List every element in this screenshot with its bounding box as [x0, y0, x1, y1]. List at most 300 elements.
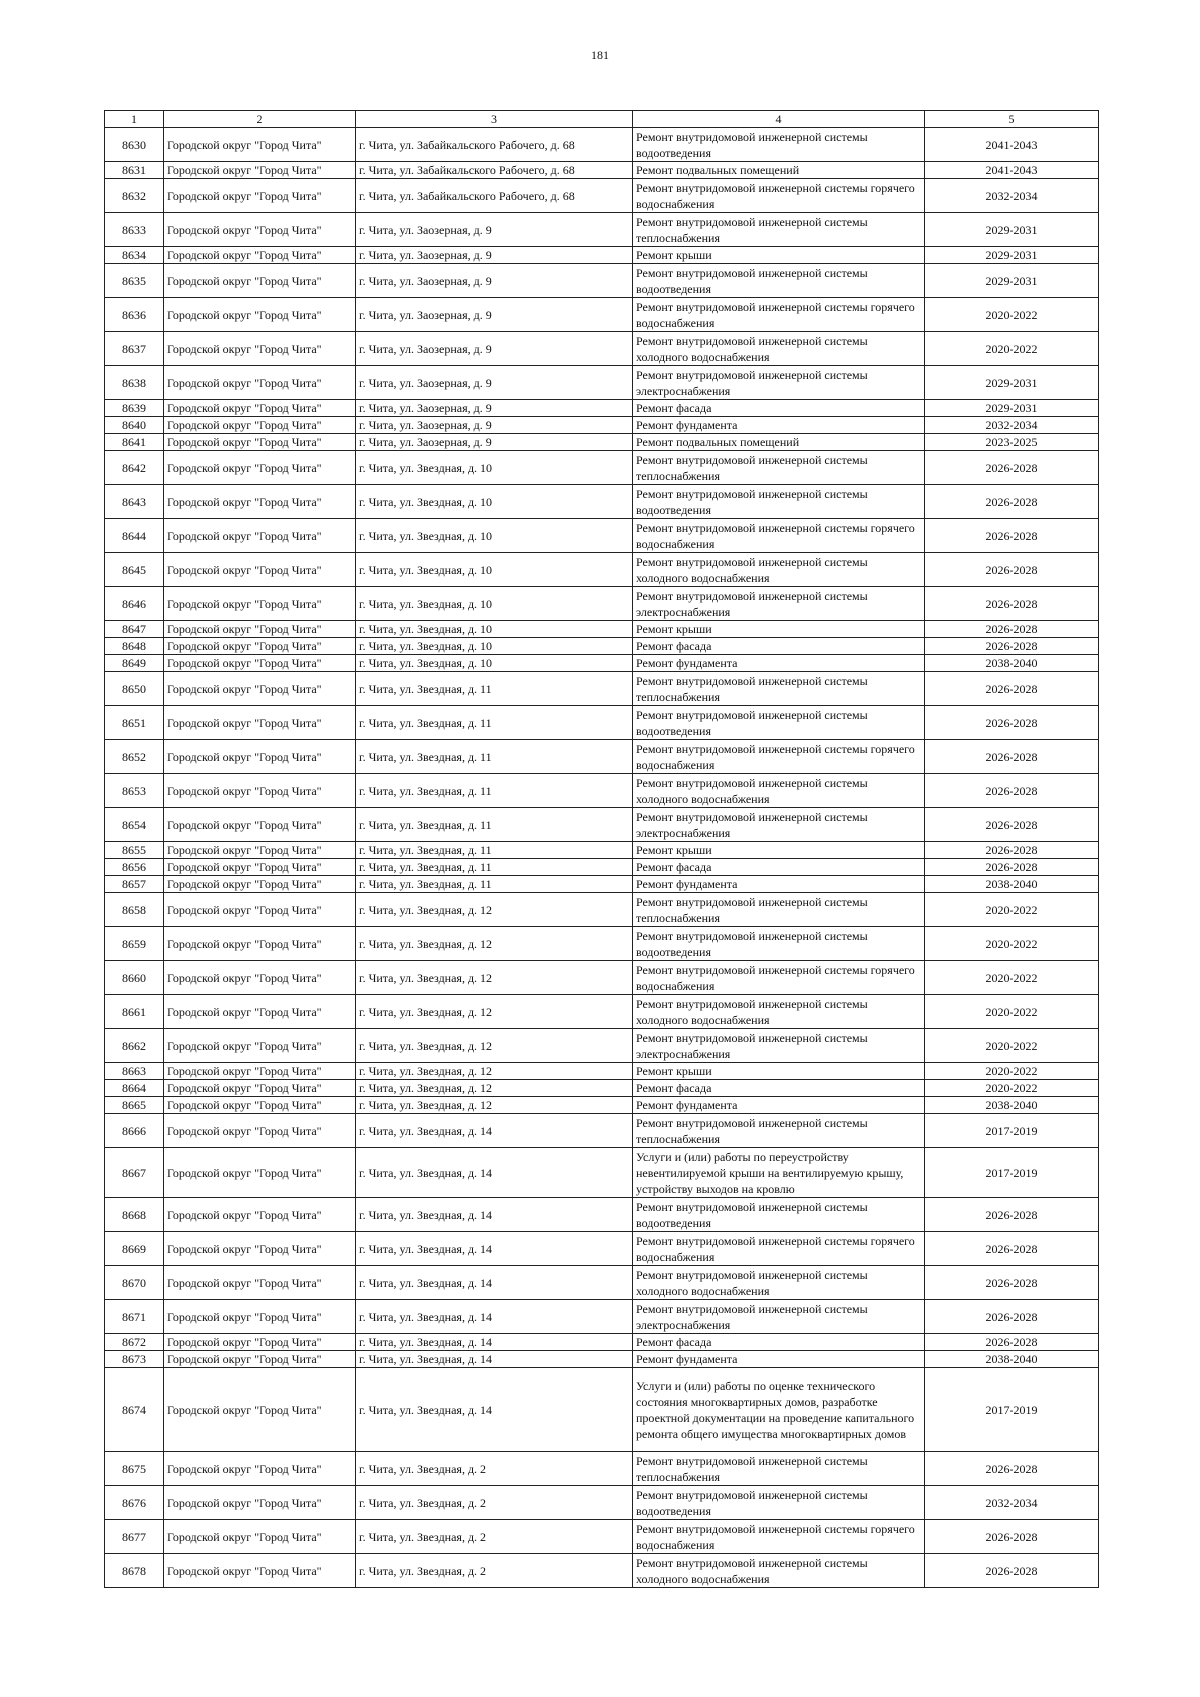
- table-row: [105, 298, 1099, 332]
- municipality-cell: Городской округ "Город Чита": [164, 553, 356, 587]
- period-cell: 2032-2034: [925, 179, 1099, 213]
- municipality-cell: Городской округ "Город Чита": [164, 1334, 356, 1351]
- period-cell: 2041-2043: [925, 128, 1099, 162]
- row-number-cell: 8668: [105, 1198, 164, 1232]
- period-cell: 2020-2022: [925, 927, 1099, 961]
- address-cell: г. Чита, ул. Звездная, д. 12: [356, 961, 633, 995]
- municipality-cell: Городской округ "Город Чита": [164, 655, 356, 672]
- municipality-cell: Городской округ "Город Чита": [164, 247, 356, 264]
- table-row: [105, 655, 1099, 672]
- table-row: [105, 808, 1099, 842]
- column-number-row: [105, 111, 1099, 128]
- table-row: [105, 1114, 1099, 1148]
- work-type-cell: Ремонт фасада: [633, 400, 925, 417]
- table-row: [105, 672, 1099, 706]
- municipality-cell: Городской округ "Город Чита": [164, 859, 356, 876]
- period-cell: 2020-2022: [925, 298, 1099, 332]
- period-cell: 2026-2028: [925, 1300, 1099, 1334]
- row-number-cell: 8670: [105, 1266, 164, 1300]
- row-number-cell: 8677: [105, 1520, 164, 1554]
- municipality-cell: Городской округ "Город Чита": [164, 1097, 356, 1114]
- municipality-cell: Городской округ "Город Чита": [164, 774, 356, 808]
- table-row: [105, 451, 1099, 485]
- row-number-cell: 8660: [105, 961, 164, 995]
- work-type-cell: Ремонт внутридомовой инженерной системы водоотведения: [633, 128, 925, 162]
- work-type-cell: Ремонт фундамента: [633, 876, 925, 893]
- municipality-cell: Городской округ "Город Чита": [164, 162, 356, 179]
- municipality-cell: Городской округ "Город Чита": [164, 1452, 356, 1486]
- address-cell: г. Чита, ул. Заозерная, д. 9: [356, 332, 633, 366]
- municipality-cell: Городской округ "Город Чита": [164, 298, 356, 332]
- work-type-cell: Ремонт внутридомовой инженерной системы теплоснабжения: [633, 1114, 925, 1148]
- address-cell: г. Чита, ул. Звездная, д. 10: [356, 587, 633, 621]
- address-cell: г. Чита, ул. Звездная, д. 2: [356, 1520, 633, 1554]
- table-row: [105, 1334, 1099, 1351]
- row-number-cell: 8661: [105, 995, 164, 1029]
- municipality-cell: Городской округ "Город Чита": [164, 842, 356, 859]
- period-cell: 2026-2028: [925, 842, 1099, 859]
- row-number-cell: 8664: [105, 1080, 164, 1097]
- table-row: [105, 1554, 1099, 1588]
- address-cell: г. Чита, ул. Звездная, д. 11: [356, 672, 633, 706]
- municipality-cell: Городской округ "Город Чита": [164, 808, 356, 842]
- work-type-cell: Ремонт подвальных помещений: [633, 162, 925, 179]
- address-cell: г. Чита, ул. Заозерная, д. 9: [356, 366, 633, 400]
- row-number-cell: 8656: [105, 859, 164, 876]
- work-type-cell: Ремонт внутридомовой инженерной системы холодного водоснабжения: [633, 995, 925, 1029]
- work-type-cell: Ремонт внутридомовой инженерной системы горячего водоснабжения: [633, 298, 925, 332]
- municipality-cell: Городской округ "Город Чита": [164, 1368, 356, 1452]
- row-number-cell: 8637: [105, 332, 164, 366]
- address-cell: г. Чита, ул. Звездная, д. 12: [356, 1063, 633, 1080]
- row-number-cell: 8665: [105, 1097, 164, 1114]
- address-cell: г. Чита, ул. Заозерная, д. 9: [356, 298, 633, 332]
- address-cell: г. Чита, ул. Забайкальского Рабочего, д. 68: [356, 162, 633, 179]
- work-type-cell: Ремонт внутридомовой инженерной системы горячего водоснабжения: [633, 519, 925, 553]
- row-number-cell: 8633: [105, 213, 164, 247]
- municipality-cell: Городской округ "Город Чита": [164, 366, 356, 400]
- row-number-cell: 8644: [105, 519, 164, 553]
- municipality-cell: Городской округ "Город Чита": [164, 1486, 356, 1520]
- work-type-cell: Ремонт внутридомовой инженерной системы теплоснабжения: [633, 451, 925, 485]
- work-type-cell: Ремонт внутридомовой инженерной системы горячего водоснабжения: [633, 740, 925, 774]
- table-row: [105, 842, 1099, 859]
- address-cell: г. Чита, ул. Звездная, д. 10: [356, 638, 633, 655]
- row-number-cell: 8669: [105, 1232, 164, 1266]
- row-number-cell: 8639: [105, 400, 164, 417]
- period-cell: 2026-2028: [925, 587, 1099, 621]
- municipality-cell: Городской округ "Город Чита": [164, 332, 356, 366]
- table-row: [105, 995, 1099, 1029]
- municipality-cell: Городской округ "Город Чита": [164, 417, 356, 434]
- table-row: [105, 1063, 1099, 1080]
- address-cell: г. Чита, ул. Звездная, д. 2: [356, 1452, 633, 1486]
- period-cell: 2038-2040: [925, 876, 1099, 893]
- work-type-cell: Ремонт внутридомовой инженерной системы холодного водоснабжения: [633, 1554, 925, 1588]
- work-type-cell: Ремонт внутридомовой инженерной системы теплоснабжения: [633, 893, 925, 927]
- work-type-cell: Ремонт фасада: [633, 1080, 925, 1097]
- work-type-cell: Ремонт внутридомовой инженерной системы теплоснабжения: [633, 672, 925, 706]
- work-type-cell: Ремонт внутридомовой инженерной системы горячего водоснабжения: [633, 179, 925, 213]
- address-cell: г. Чита, ул. Звездная, д. 12: [356, 1029, 633, 1063]
- municipality-cell: Городской округ "Город Чита": [164, 961, 356, 995]
- table-row: [105, 876, 1099, 893]
- address-cell: г. Чита, ул. Звездная, д. 12: [356, 1097, 633, 1114]
- row-number-cell: 8647: [105, 621, 164, 638]
- municipality-cell: Городской округ "Город Чита": [164, 1148, 356, 1198]
- address-cell: г. Чита, ул. Заозерная, д. 9: [356, 434, 633, 451]
- work-type-cell: Ремонт фундамента: [633, 417, 925, 434]
- address-cell: г. Чита, ул. Звездная, д. 10: [356, 519, 633, 553]
- work-type-cell: Ремонт внутридомовой инженерной системы теплоснабжения: [633, 213, 925, 247]
- work-type-cell: Ремонт фундамента: [633, 655, 925, 672]
- row-number-cell: 8651: [105, 706, 164, 740]
- period-cell: 2026-2028: [925, 859, 1099, 876]
- column-header: 4: [633, 111, 925, 128]
- work-type-cell: Ремонт внутридомовой инженерной системы водоотведения: [633, 1486, 925, 1520]
- row-number-cell: 8673: [105, 1351, 164, 1368]
- work-type-cell: Ремонт фасада: [633, 1334, 925, 1351]
- work-type-cell: Ремонт внутридомовой инженерной системы водоотведения: [633, 264, 925, 298]
- work-type-cell: Ремонт крыши: [633, 842, 925, 859]
- row-number-cell: 8630: [105, 128, 164, 162]
- period-cell: 2023-2025: [925, 434, 1099, 451]
- period-cell: 2029-2031: [925, 366, 1099, 400]
- row-number-cell: 8650: [105, 672, 164, 706]
- period-cell: 2020-2022: [925, 893, 1099, 927]
- work-type-cell: Ремонт внутридомовой инженерной системы холодного водоснабжения: [633, 553, 925, 587]
- table-row: [105, 417, 1099, 434]
- municipality-cell: Городской округ "Город Чита": [164, 706, 356, 740]
- table-row: [105, 1300, 1099, 1334]
- table-body: [105, 128, 1099, 1588]
- municipality-cell: Городской округ "Город Чита": [164, 1351, 356, 1368]
- address-cell: г. Чита, ул. Звездная, д. 10: [356, 553, 633, 587]
- address-cell: г. Чита, ул. Звездная, д. 11: [356, 740, 633, 774]
- table-row: [105, 1232, 1099, 1266]
- table-row: [105, 213, 1099, 247]
- repair-schedule-table: [104, 110, 1099, 1588]
- table-row: [105, 927, 1099, 961]
- period-cell: 2026-2028: [925, 808, 1099, 842]
- period-cell: 2026-2028: [925, 774, 1099, 808]
- period-cell: 2038-2040: [925, 1351, 1099, 1368]
- row-number-cell: 8640: [105, 417, 164, 434]
- row-number-cell: 8632: [105, 179, 164, 213]
- municipality-cell: Городской округ "Город Чита": [164, 1300, 356, 1334]
- address-cell: г. Чита, ул. Звездная, д. 14: [356, 1148, 633, 1198]
- work-type-cell: Ремонт внутридомовой инженерной системы горячего водоснабжения: [633, 1520, 925, 1554]
- period-cell: 2026-2028: [925, 1266, 1099, 1300]
- period-cell: 2020-2022: [925, 1080, 1099, 1097]
- address-cell: г. Чита, ул. Забайкальского Рабочего, д. 68: [356, 128, 633, 162]
- period-cell: 2017-2019: [925, 1148, 1099, 1198]
- work-type-cell: Услуги и (или) работы по оценке технического состояния многоквартирных домов, разработке проектной документации на проведение капитального ремонта общего имущества многоквартирных домов: [633, 1368, 925, 1452]
- municipality-cell: Городской округ "Город Чита": [164, 927, 356, 961]
- address-cell: г. Чита, ул. Звездная, д. 11: [356, 859, 633, 876]
- work-type-cell: Ремонт фундамента: [633, 1097, 925, 1114]
- work-type-cell: Ремонт внутридомовой инженерной системы водоотведения: [633, 706, 925, 740]
- municipality-cell: Городской округ "Город Чита": [164, 179, 356, 213]
- address-cell: г. Чита, ул. Звездная, д. 14: [356, 1114, 633, 1148]
- work-type-cell: Ремонт внутридомовой инженерной системы горячего водоснабжения: [633, 961, 925, 995]
- row-number-cell: 8636: [105, 298, 164, 332]
- address-cell: г. Чита, ул. Звездная, д. 11: [356, 842, 633, 859]
- period-cell: 2029-2031: [925, 213, 1099, 247]
- municipality-cell: Городской округ "Город Чита": [164, 1232, 356, 1266]
- period-cell: 2026-2028: [925, 1452, 1099, 1486]
- address-cell: г. Чита, ул. Заозерная, д. 9: [356, 417, 633, 434]
- address-cell: г. Чита, ул. Звездная, д. 11: [356, 808, 633, 842]
- address-cell: г. Чита, ул. Звездная, д. 11: [356, 876, 633, 893]
- period-cell: 2017-2019: [925, 1114, 1099, 1148]
- table-row: [105, 1198, 1099, 1232]
- table-row: [105, 485, 1099, 519]
- table-row: [105, 434, 1099, 451]
- municipality-cell: Городской округ "Город Чита": [164, 876, 356, 893]
- table-row: [105, 553, 1099, 587]
- work-type-cell: Ремонт внутридомовой инженерной системы электроснабжения: [633, 1029, 925, 1063]
- municipality-cell: Городской округ "Город Чита": [164, 638, 356, 655]
- period-cell: 2020-2022: [925, 1029, 1099, 1063]
- address-cell: г. Чита, ул. Звездная, д. 14: [356, 1198, 633, 1232]
- row-number-cell: 8652: [105, 740, 164, 774]
- municipality-cell: Городской округ "Город Чита": [164, 1266, 356, 1300]
- period-cell: 2026-2028: [925, 553, 1099, 587]
- address-cell: г. Чита, ул. Заозерная, д. 9: [356, 213, 633, 247]
- period-cell: 2029-2031: [925, 400, 1099, 417]
- address-cell: г. Чита, ул. Звездная, д. 12: [356, 927, 633, 961]
- period-cell: 2038-2040: [925, 1097, 1099, 1114]
- table-row: [105, 893, 1099, 927]
- period-cell: 2017-2019: [925, 1368, 1099, 1452]
- address-cell: г. Чита, ул. Звездная, д. 10: [356, 621, 633, 638]
- row-number-cell: 8658: [105, 893, 164, 927]
- period-cell: 2026-2028: [925, 638, 1099, 655]
- row-number-cell: 8676: [105, 1486, 164, 1520]
- work-type-cell: Ремонт крыши: [633, 621, 925, 638]
- table-row: [105, 961, 1099, 995]
- table-row: [105, 1486, 1099, 1520]
- address-cell: г. Чита, ул. Звездная, д. 12: [356, 1080, 633, 1097]
- row-number-cell: 8635: [105, 264, 164, 298]
- work-type-cell: Ремонт внутридомовой инженерной системы электроснабжения: [633, 808, 925, 842]
- table-row: [105, 519, 1099, 553]
- address-cell: г. Чита, ул. Звездная, д. 14: [356, 1232, 633, 1266]
- row-number-cell: 8643: [105, 485, 164, 519]
- table-row: [105, 400, 1099, 417]
- table-row: [105, 1080, 1099, 1097]
- address-cell: г. Чита, ул. Звездная, д. 12: [356, 995, 633, 1029]
- period-cell: 2020-2022: [925, 995, 1099, 1029]
- address-cell: г. Чита, ул. Звездная, д. 11: [356, 774, 633, 808]
- municipality-cell: Городской округ "Город Чита": [164, 451, 356, 485]
- row-number-cell: 8659: [105, 927, 164, 961]
- municipality-cell: Городской округ "Город Чита": [164, 1029, 356, 1063]
- work-type-cell: Ремонт внутридомовой инженерной системы электроснабжения: [633, 1300, 925, 1334]
- work-type-cell: Ремонт подвальных помещений: [633, 434, 925, 451]
- table-row: [105, 179, 1099, 213]
- address-cell: г. Чита, ул. Заозерная, д. 9: [356, 400, 633, 417]
- work-type-cell: Ремонт внутридомовой инженерной системы водоотведения: [633, 485, 925, 519]
- municipality-cell: Городской округ "Город Чита": [164, 400, 356, 417]
- table-row: [105, 1351, 1099, 1368]
- table-row: [105, 859, 1099, 876]
- work-type-cell: Ремонт внутридомовой инженерной системы электроснабжения: [633, 587, 925, 621]
- period-cell: 2026-2028: [925, 451, 1099, 485]
- municipality-cell: Городской округ "Город Чита": [164, 485, 356, 519]
- municipality-cell: Городской округ "Город Чита": [164, 740, 356, 774]
- municipality-cell: Городской округ "Город Чита": [164, 1520, 356, 1554]
- table-row: [105, 1452, 1099, 1486]
- row-number-cell: 8657: [105, 876, 164, 893]
- column-header: 3: [356, 111, 633, 128]
- period-cell: 2029-2031: [925, 264, 1099, 298]
- column-header: 2: [164, 111, 356, 128]
- period-cell: 2020-2022: [925, 332, 1099, 366]
- row-number-cell: 8663: [105, 1063, 164, 1080]
- table-row: [105, 247, 1099, 264]
- row-number-cell: 8646: [105, 587, 164, 621]
- period-cell: 2026-2028: [925, 621, 1099, 638]
- table-row: [105, 587, 1099, 621]
- period-cell: 2020-2022: [925, 961, 1099, 995]
- row-number-cell: 8671: [105, 1300, 164, 1334]
- table-row: [105, 774, 1099, 808]
- period-cell: 2029-2031: [925, 247, 1099, 264]
- period-cell: 2026-2028: [925, 1334, 1099, 1351]
- work-type-cell: Ремонт внутридомовой инженерной системы горячего водоснабжения: [633, 1232, 925, 1266]
- work-type-cell: Ремонт внутридомовой инженерной системы холодного водоснабжения: [633, 332, 925, 366]
- municipality-cell: Городской округ "Город Чита": [164, 995, 356, 1029]
- row-number-cell: 8641: [105, 434, 164, 451]
- row-number-cell: 8655: [105, 842, 164, 859]
- row-number-cell: 8638: [105, 366, 164, 400]
- table-row: [105, 740, 1099, 774]
- row-number-cell: 8678: [105, 1554, 164, 1588]
- table-row: [105, 1148, 1099, 1198]
- address-cell: г. Чита, ул. Звездная, д. 14: [356, 1351, 633, 1368]
- table-row: [105, 1266, 1099, 1300]
- municipality-cell: Городской округ "Город Чита": [164, 672, 356, 706]
- table-row: [105, 706, 1099, 740]
- row-number-cell: 8662: [105, 1029, 164, 1063]
- municipality-cell: Городской округ "Город Чита": [164, 1554, 356, 1588]
- municipality-cell: Городской округ "Город Чита": [164, 264, 356, 298]
- period-cell: 2026-2028: [925, 1554, 1099, 1588]
- municipality-cell: Городской округ "Город Чита": [164, 621, 356, 638]
- table-row: [105, 162, 1099, 179]
- row-number-cell: 8675: [105, 1452, 164, 1486]
- column-header: 1: [105, 111, 164, 128]
- address-cell: г. Чита, ул. Звездная, д. 14: [356, 1334, 633, 1351]
- row-number-cell: 8648: [105, 638, 164, 655]
- address-cell: г. Чита, ул. Звездная, д. 2: [356, 1486, 633, 1520]
- address-cell: г. Чита, ул. Звездная, д. 10: [356, 655, 633, 672]
- period-cell: 2032-2034: [925, 417, 1099, 434]
- work-type-cell: Ремонт внутридомовой инженерной системы водоотведения: [633, 927, 925, 961]
- table-row: [105, 621, 1099, 638]
- table-row: [105, 264, 1099, 298]
- row-number-cell: 8654: [105, 808, 164, 842]
- row-number-cell: 8674: [105, 1368, 164, 1452]
- address-cell: г. Чита, ул. Звездная, д. 2: [356, 1554, 633, 1588]
- municipality-cell: Городской округ "Город Чита": [164, 1080, 356, 1097]
- period-cell: 2026-2028: [925, 740, 1099, 774]
- period-cell: 2026-2028: [925, 1232, 1099, 1266]
- work-type-cell: Ремонт внутридомовой инженерной системы электроснабжения: [633, 366, 925, 400]
- address-cell: г. Чита, ул. Звездная, д. 11: [356, 706, 633, 740]
- address-cell: г. Чита, ул. Звездная, д. 10: [356, 451, 633, 485]
- period-cell: 2026-2028: [925, 1520, 1099, 1554]
- period-cell: 2026-2028: [925, 519, 1099, 553]
- work-type-cell: Ремонт фундамента: [633, 1351, 925, 1368]
- table-row: [105, 1029, 1099, 1063]
- row-number-cell: 8666: [105, 1114, 164, 1148]
- row-number-cell: 8667: [105, 1148, 164, 1198]
- row-number-cell: 8631: [105, 162, 164, 179]
- work-type-cell: Ремонт фасада: [633, 859, 925, 876]
- work-type-cell: Ремонт внутридомовой инженерной системы водоотведения: [633, 1198, 925, 1232]
- row-number-cell: 8649: [105, 655, 164, 672]
- work-type-cell: Ремонт крыши: [633, 1063, 925, 1080]
- work-type-cell: Ремонт внутридомовой инженерной системы холодного водоснабжения: [633, 1266, 925, 1300]
- address-cell: г. Чита, ул. Заозерная, д. 9: [356, 247, 633, 264]
- row-number-cell: 8634: [105, 247, 164, 264]
- address-cell: г. Чита, ул. Звездная, д. 10: [356, 485, 633, 519]
- work-type-cell: Ремонт фасада: [633, 638, 925, 655]
- period-cell: 2032-2034: [925, 1486, 1099, 1520]
- period-cell: 2026-2028: [925, 1198, 1099, 1232]
- work-type-cell: Услуги и (или) работы по переустройству невентилируемой крыши на вентилируемую крышу, устройству выходов на кровлю: [633, 1148, 925, 1198]
- table-row: [105, 1368, 1099, 1452]
- municipality-cell: Городской округ "Город Чита": [164, 128, 356, 162]
- row-number-cell: 8653: [105, 774, 164, 808]
- row-number-cell: 8645: [105, 553, 164, 587]
- address-cell: г. Чита, ул. Звездная, д. 14: [356, 1300, 633, 1334]
- table-row: [105, 128, 1099, 162]
- municipality-cell: Городской округ "Город Чита": [164, 893, 356, 927]
- address-cell: г. Чита, ул. Звездная, д. 12: [356, 893, 633, 927]
- address-cell: г. Чита, ул. Забайкальского Рабочего, д. 68: [356, 179, 633, 213]
- period-cell: 2038-2040: [925, 655, 1099, 672]
- address-cell: г. Чита, ул. Звездная, д. 14: [356, 1368, 633, 1452]
- municipality-cell: Городской округ "Город Чита": [164, 1063, 356, 1080]
- work-type-cell: Ремонт крыши: [633, 247, 925, 264]
- row-number-cell: 8672: [105, 1334, 164, 1351]
- municipality-cell: Городской округ "Город Чита": [164, 519, 356, 553]
- municipality-cell: Городской округ "Город Чита": [164, 1114, 356, 1148]
- period-cell: 2026-2028: [925, 485, 1099, 519]
- municipality-cell: Городской округ "Город Чита": [164, 213, 356, 247]
- table-row: [105, 1520, 1099, 1554]
- table-row: [105, 638, 1099, 655]
- work-type-cell: Ремонт внутридомовой инженерной системы холодного водоснабжения: [633, 774, 925, 808]
- row-number-cell: 8642: [105, 451, 164, 485]
- municipality-cell: Городской округ "Город Чита": [164, 587, 356, 621]
- period-cell: 2020-2022: [925, 1063, 1099, 1080]
- table-row: [105, 1097, 1099, 1114]
- table-row: [105, 332, 1099, 366]
- period-cell: 2026-2028: [925, 672, 1099, 706]
- municipality-cell: Городской округ "Город Чита": [164, 434, 356, 451]
- work-type-cell: Ремонт внутридомовой инженерной системы теплоснабжения: [633, 1452, 925, 1486]
- page-number: 181: [591, 48, 609, 62]
- address-cell: г. Чита, ул. Звездная, д. 14: [356, 1266, 633, 1300]
- period-cell: 2026-2028: [925, 706, 1099, 740]
- column-header: 5: [925, 111, 1099, 128]
- period-cell: 2041-2043: [925, 162, 1099, 179]
